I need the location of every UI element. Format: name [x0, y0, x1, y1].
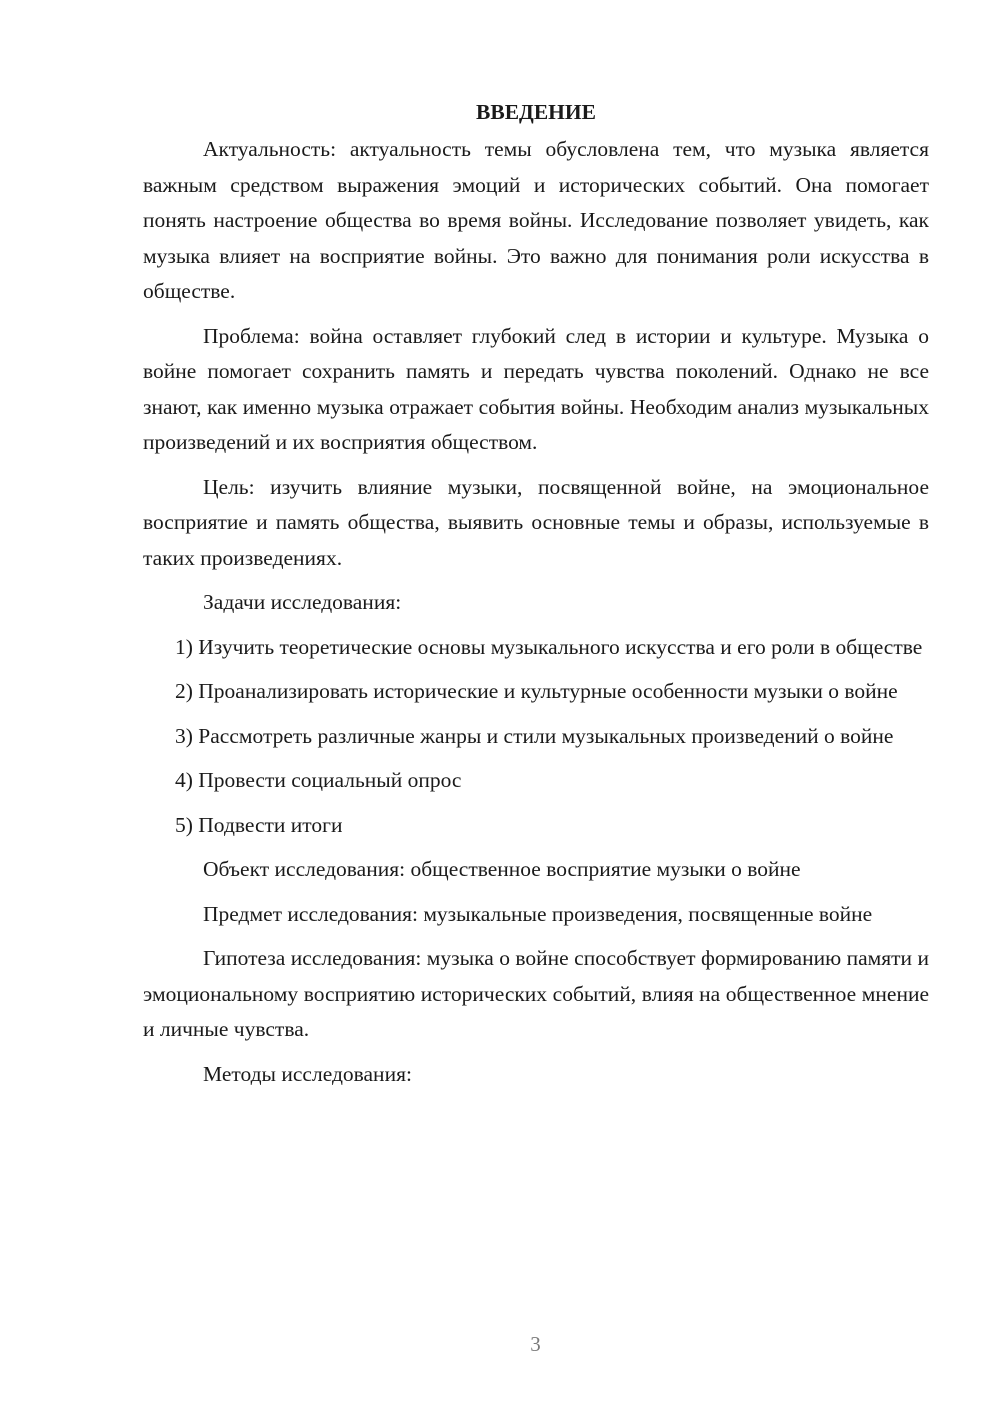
task-item-4: 4) Провести социальный опрос — [175, 768, 462, 792]
section-title: ВВЕДЕНИЕ — [476, 100, 596, 124]
problem-paragraph: Проблема: война оставляет глубокий след в истории и культуре. Музыка о войне помогает сохранить память и передать чувства поколений. Однако не все знают, как именно музыка отражает события войны. Необходим анализ музыкальных произведений и их восприятия обществом. — [143, 323, 929, 454]
page-content — [143, 96, 929, 1101]
page-number: 3 — [530, 1332, 541, 1356]
methods-heading: Методы исследования: — [203, 1061, 412, 1086]
task-item-3: 3) Рассмотреть различные жанры и стили музыкальных произведений о войне — [175, 723, 894, 748]
relevance-paragraph: Актуальность: актуальность темы обусловлена тем, что музыка является важным средством выражения эмоций и исторических событий. Она помогает понять настроение общества во время войны. Исследование позволяет увидеть, как музыка влияет на восприятие войны. Это важно для понимания роли искусства в обществе. — [143, 137, 929, 303]
hypothesis-paragraph: Гипотеза исследования: музыка о войне способствует формированию памяти и эмоциональному восприятию исторических событий, влияя на общественное мнение и личные чувства. — [143, 946, 929, 1041]
task-item-1: 1) Изучить теоретические основы музыкального искусства и его роли в обществе — [175, 634, 923, 659]
object-paragraph: Объект исследования: общественное восприятие музыки о войне — [203, 857, 801, 881]
task-item-5: 5) Подвести итоги — [175, 812, 343, 837]
subject-paragraph: Предмет исследования: музыкальные произведения, посвященные войне — [203, 901, 873, 926]
task-item-2: 2) Проанализировать исторические и культурные особенности музыки о войне — [175, 679, 898, 703]
goal-paragraph: Цель: изучить влияние музыки, посвященной войне, на эмоциональное восприятие и память общества, выявить основные темы и образы, используемые в таких произведениях. — [143, 474, 929, 570]
tasks-heading: Задачи исследования: — [203, 590, 402, 614]
